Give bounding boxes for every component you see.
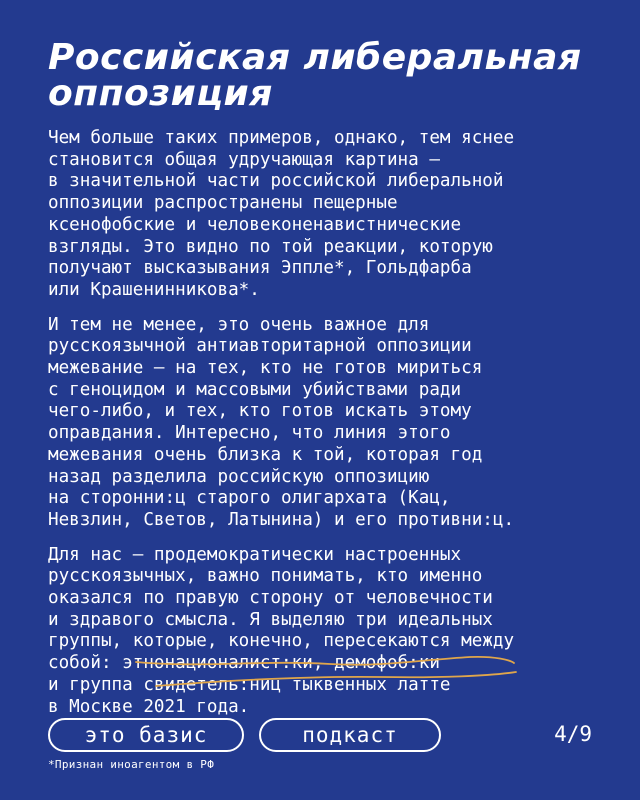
text-line: получают высказывания Эппле*, Гольдфарба bbox=[48, 258, 472, 279]
text-line: назад разделила российскую оппозицию bbox=[48, 466, 430, 487]
text-line: и здравого смысла. Я выделяю три идеальных bbox=[48, 609, 493, 630]
tag-pill-podcast[interactable] bbox=[259, 718, 441, 752]
text-line: или Крашенинникова*. bbox=[48, 279, 260, 300]
text-line: русскоязычных, важно понимать, кто именно bbox=[48, 566, 483, 587]
tag-pill-basis[interactable] bbox=[48, 718, 244, 752]
paragraph-1 bbox=[48, 128, 608, 302]
text-line: становится общая удручающая картина — bbox=[48, 149, 440, 170]
text-line: оправдания. Интересно, что линия этого bbox=[48, 423, 451, 444]
text-line: в значительной части российской либеральной bbox=[48, 171, 504, 192]
title-line-2: оппозиция bbox=[48, 73, 273, 114]
text-line-underlined bbox=[48, 675, 608, 697]
paragraph-2 bbox=[48, 315, 608, 532]
text-line: И тем не менее, это очень важное для bbox=[48, 314, 430, 335]
article-body bbox=[48, 128, 608, 731]
text-line: на сторонни:ц старого олигархата (Кац, bbox=[48, 488, 451, 509]
text-line: с геноцидом и массовыми убийствами ради bbox=[48, 379, 462, 400]
text-line: чего-либо, и тех, кто готов искать этому bbox=[48, 401, 472, 422]
tag-pill-basis-label: это базис bbox=[84, 723, 208, 747]
page-title bbox=[48, 37, 608, 114]
text-line: межевания очень близка к той, которая год bbox=[48, 444, 483, 465]
text-line: межевание — на тех, кто не готов мириться bbox=[48, 358, 483, 379]
page-counter: 4/9 bbox=[554, 722, 592, 746]
underlined-term-3: свидетель:ниц тыквенных латте bbox=[143, 674, 451, 695]
text-line: оппозиции распространены пещерные bbox=[48, 193, 398, 214]
text-line: русскоязычной антиавторитарной оппозиции bbox=[48, 336, 472, 357]
text-line-underlined bbox=[48, 653, 608, 675]
text-line: взгляды. Это видно по той реакции, которую bbox=[48, 236, 493, 257]
text-line: Чем больше таких примеров, однако, тем яснее bbox=[48, 128, 515, 148]
text-line: Для нас — продемократически настроенных bbox=[48, 544, 462, 565]
tag-pill-podcast-label: подкаст bbox=[302, 723, 398, 747]
title-line-1: Российская либеральная bbox=[48, 37, 582, 78]
underlined-term-2: демофоб:ки bbox=[334, 653, 440, 674]
text-line: группы, которые, конечно, пересекаются между bbox=[48, 631, 515, 652]
text-segment: собой: bbox=[48, 653, 123, 674]
text-segment: , bbox=[312, 653, 335, 674]
text-segment: и группа bbox=[48, 674, 144, 695]
footnote: *Признан иноагентом в РФ bbox=[48, 758, 215, 771]
text-line: ксенофобские и человеконенавистнические bbox=[48, 214, 462, 235]
paragraph-3 bbox=[48, 545, 608, 719]
text-line: в Москве 2021 года. bbox=[48, 696, 250, 717]
text-line: Невзлин, Светов, Латынина) и его противни:ц. bbox=[48, 509, 515, 530]
text-line: оказался по правую сторону от человечности bbox=[48, 588, 493, 609]
underlined-term-1: этнонационалист:ки bbox=[122, 653, 313, 674]
